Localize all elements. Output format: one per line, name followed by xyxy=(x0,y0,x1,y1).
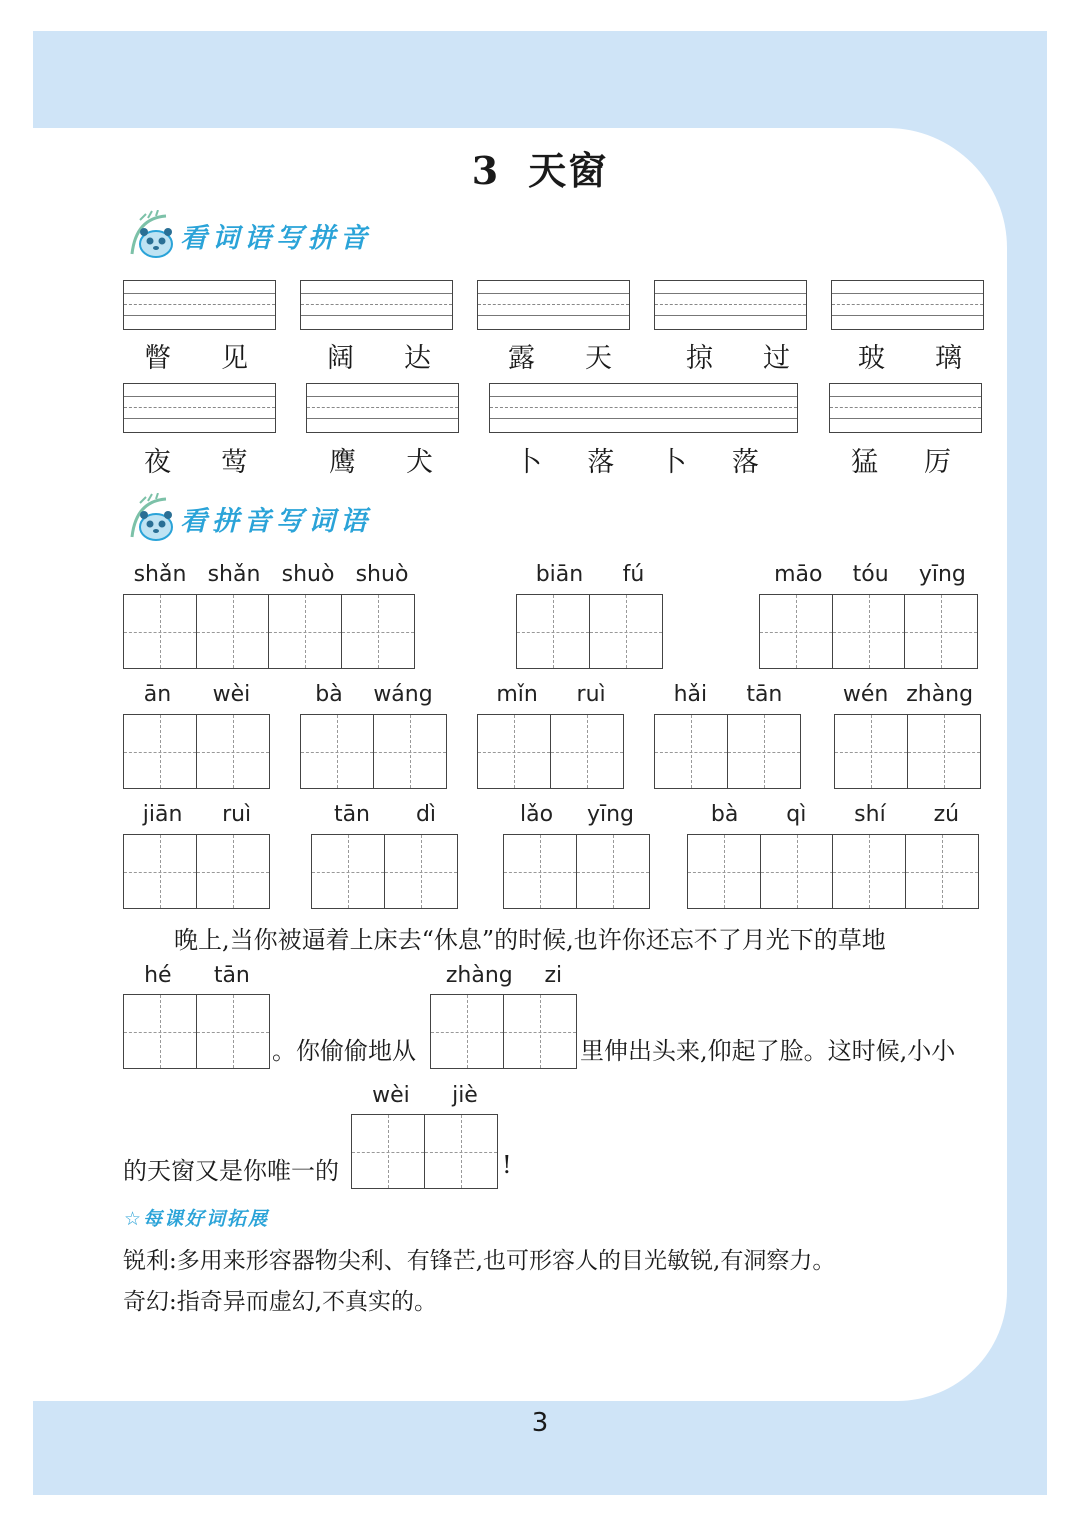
passage-line-1: 晚上,当你被逼着上床去“休息”的时候,也许你还忘不了月光下的草地 xyxy=(174,926,886,954)
tianzige-answer-grid[interactable] xyxy=(300,714,447,789)
pinyin-answer-box[interactable] xyxy=(123,280,276,330)
section1-header xyxy=(126,210,372,260)
extension-heading: ☆每课好词拓展 xyxy=(124,1208,270,1230)
lesson-number: 3 xyxy=(471,148,501,193)
pinyin-answer-box[interactable] xyxy=(123,383,276,433)
tianzige-answer-grid[interactable] xyxy=(834,714,981,789)
passage-text: 。你偷偷地从 xyxy=(272,1037,416,1065)
tianzige-answer-grid[interactable] xyxy=(311,834,458,909)
word-char: 璃 xyxy=(935,343,962,374)
tianzige-answer-grid[interactable] xyxy=(687,834,979,909)
word-char: 露 xyxy=(508,343,535,374)
pinyin-label: bà wáng xyxy=(315,682,433,707)
word-char: 达 xyxy=(404,343,431,374)
tianzige-answer-grid[interactable] xyxy=(516,594,663,669)
word-char: 卜 xyxy=(515,447,542,478)
pinyin-label: lǎo yīng xyxy=(519,802,635,827)
page-number: 3 xyxy=(531,1408,549,1438)
passage-blank-grid[interactable] xyxy=(351,1114,498,1189)
pinyin-label: hǎi tān xyxy=(673,682,783,707)
tianzige-answer-grid[interactable] xyxy=(477,714,624,789)
lesson-name: 天窗 xyxy=(528,148,609,193)
word-item xyxy=(144,336,248,375)
word-item xyxy=(851,440,951,479)
word-char: 鹰 xyxy=(329,447,356,478)
pinyin-label: tān dì xyxy=(333,802,437,827)
word-item xyxy=(858,336,962,375)
word-char: 阔 xyxy=(327,343,354,374)
word-item xyxy=(327,336,431,375)
word-item xyxy=(329,440,433,479)
word-char: 天 xyxy=(585,343,612,374)
pinyin-label: bà qì shí zú xyxy=(710,802,960,827)
pinyin-label: jiān ruì xyxy=(142,802,252,827)
pinyin-label: mǐn ruì xyxy=(496,682,606,707)
word-char: 掠 xyxy=(686,343,713,374)
word-item xyxy=(508,336,612,375)
pinyin-label: wén zhàng xyxy=(842,682,974,707)
word-char: 猛 xyxy=(851,447,878,478)
pinyin-label: ān wèi xyxy=(143,682,251,707)
word-char: 瞥 xyxy=(144,343,171,374)
panda-icon xyxy=(126,493,180,543)
tianzige-answer-grid[interactable] xyxy=(503,834,650,909)
tianzige-answer-grid[interactable] xyxy=(654,714,801,789)
pinyin-label: shǎn shǎn shuò shuò xyxy=(133,562,409,587)
panda-icon xyxy=(126,210,180,260)
pinyin-label: zhàng zi xyxy=(445,963,563,988)
pinyin-answer-box[interactable] xyxy=(477,280,630,330)
pinyin-label: hé tān xyxy=(144,963,250,988)
extension-entry: 奇幻:指奇异而虚幻,不真实的。 xyxy=(123,1289,438,1315)
word-char: 落 xyxy=(587,447,615,478)
word-item xyxy=(686,336,790,375)
pinyin-answer-box[interactable] xyxy=(300,280,453,330)
word-item xyxy=(515,440,759,479)
tianzige-answer-grid[interactable] xyxy=(123,594,415,669)
word-char: 过 xyxy=(763,343,790,374)
word-char: 莺 xyxy=(221,447,248,478)
word-char: 厉 xyxy=(924,447,951,478)
word-char: 夜 xyxy=(144,447,171,478)
section2-header xyxy=(126,493,372,543)
word-char: 见 xyxy=(221,343,248,374)
passage-blank-grid[interactable] xyxy=(123,994,270,1069)
pinyin-answer-box[interactable] xyxy=(654,280,807,330)
pinyin-label: biān fú xyxy=(535,562,645,587)
tianzige-answer-grid[interactable] xyxy=(123,714,270,789)
lesson-title xyxy=(0,140,1080,195)
pinyin-answer-box[interactable] xyxy=(831,280,984,330)
word-char: 卜 xyxy=(659,447,687,478)
passage-blank-grid[interactable] xyxy=(430,994,577,1069)
pinyin-label: māo tóu yīng xyxy=(774,562,966,587)
pinyin-answer-box[interactable] xyxy=(829,383,982,433)
tianzige-answer-grid[interactable] xyxy=(123,834,270,909)
pinyin-answer-box[interactable] xyxy=(489,383,798,433)
word-char: 玻 xyxy=(858,343,885,374)
extension-entry: 锐利:多用来形容器物尖利、有锋芒,也可形容人的目光敏锐,有洞察力。 xyxy=(123,1248,836,1274)
section1-heading: 看词语写拼音 xyxy=(180,222,372,254)
pinyin-label: wèi jiè xyxy=(372,1083,478,1108)
section2-heading: 看拼音写词语 xyxy=(180,505,372,537)
pinyin-answer-box[interactable] xyxy=(306,383,459,433)
word-char: 犬 xyxy=(406,447,433,478)
word-char: 落 xyxy=(731,447,759,478)
passage-text: 的天窗又是你唯一的 xyxy=(123,1157,339,1185)
word-item xyxy=(144,440,248,479)
passage-text: 里伸出头来,仰起了脸。这时候,小小 xyxy=(580,1037,956,1065)
tianzige-answer-grid[interactable] xyxy=(759,594,978,669)
passage-text: ! xyxy=(502,1151,512,1179)
